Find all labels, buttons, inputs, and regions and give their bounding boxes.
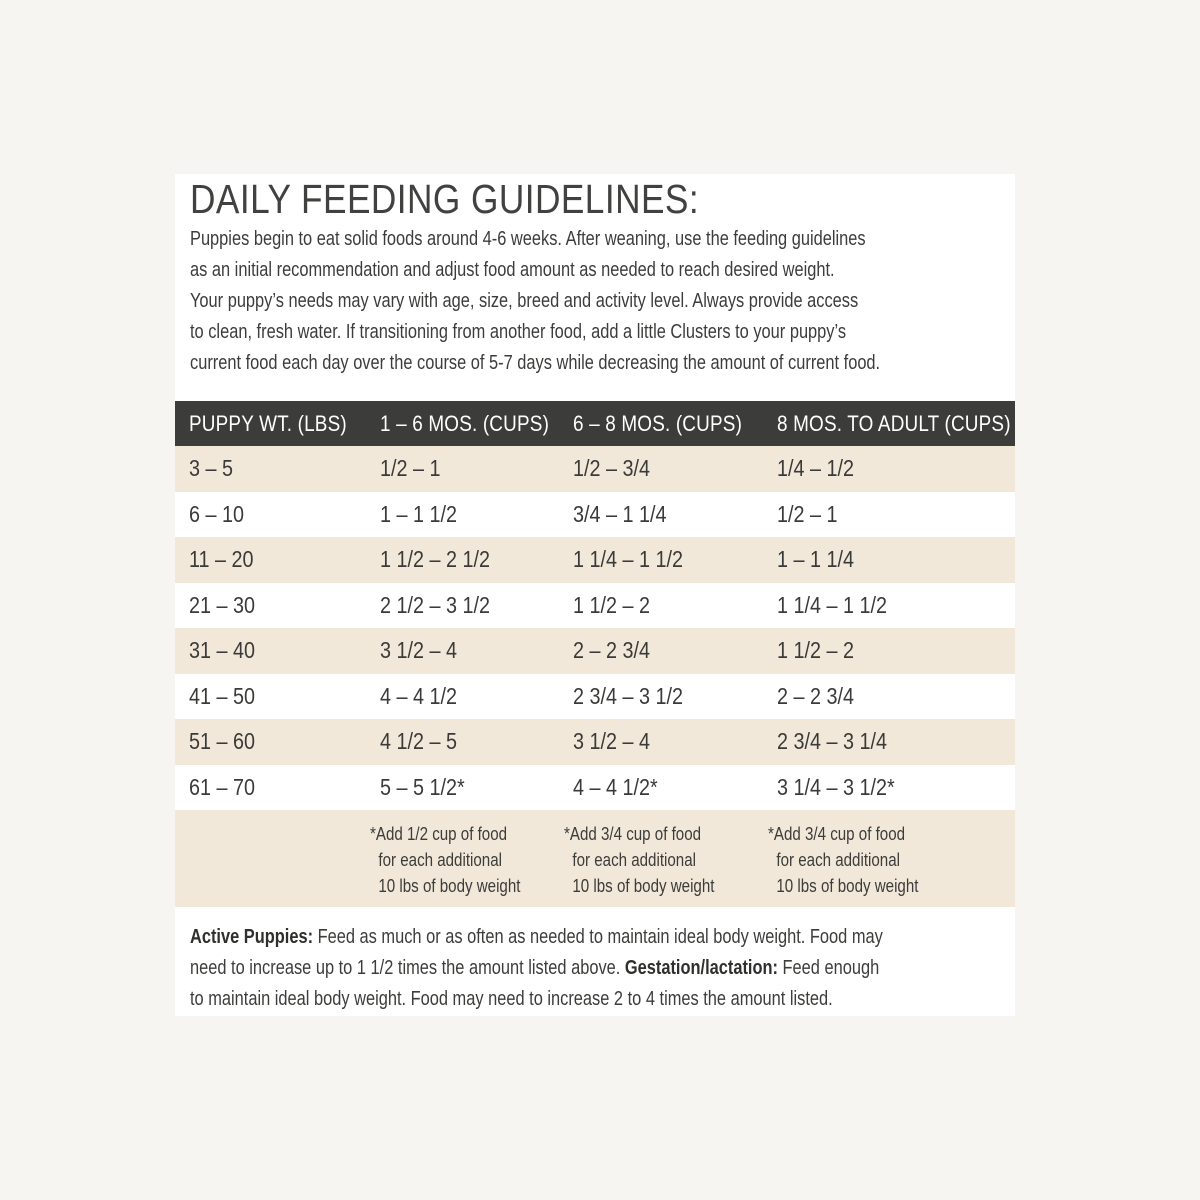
cell-text: 3/4 – 1 1/4 <box>573 500 667 527</box>
cell-text: 5 – 5 1/2* <box>380 773 465 800</box>
table-cell <box>777 446 867 492</box>
table-cell <box>777 492 847 538</box>
table-cell <box>777 537 867 583</box>
cell-text: 1/4 – 1/2 <box>777 455 854 482</box>
cell-text: 1 – 1 1/2 <box>380 500 457 527</box>
header-label: 6 – 8 MOS. (CUPS) <box>573 410 743 436</box>
intro-line: Puppies begin to eat solid foods around 4-6 weeks. After weaning, use the feeding guidelines <box>190 228 866 250</box>
table-row <box>175 628 1015 674</box>
table-cell <box>777 674 867 720</box>
intro-line: to clean, fresh water. If transitioning from another food, add a little Clusters to your puppy’s <box>190 321 847 343</box>
cell-text: 31 – 40 <box>189 637 256 664</box>
table-cell <box>189 537 264 583</box>
header-cell-1-6-mos <box>380 401 577 446</box>
active-puppies-text: Feed as much or as often as needed to maintain ideal body weight. Food may <box>313 926 883 948</box>
table-cell <box>777 583 905 629</box>
table-cell <box>380 719 470 765</box>
footnote-line: for each additional <box>776 850 900 870</box>
table-row <box>175 583 1015 629</box>
table-cell <box>573 719 663 765</box>
table-cell <box>189 583 266 629</box>
table-cell <box>573 492 682 538</box>
cell-text: 21 – 30 <box>189 591 256 618</box>
active-puppies-text: need to increase up to 1 1/2 times the amount listed above. <box>190 957 625 979</box>
table-row <box>175 674 1015 720</box>
table-cell <box>189 492 253 538</box>
cell-text: 2 3/4 – 3 1/2 <box>573 682 683 709</box>
table-row <box>175 446 1015 492</box>
table-cell <box>380 492 470 538</box>
table-cell <box>573 446 663 492</box>
cell-text: 1 1/2 – 2 1/2 <box>380 546 490 573</box>
cell-text: 1 1/4 – 1 1/2 <box>573 546 683 573</box>
cell-text: 3 – 5 <box>189 455 233 482</box>
cell-text: 2 – 2 3/4 <box>777 682 854 709</box>
cell-text: 6 – 10 <box>189 500 244 527</box>
footer-line <box>190 953 1010 984</box>
table-cell <box>189 765 266 811</box>
page-title: DAILY FEEDING GUIDELINES: <box>190 176 700 222</box>
footnote-line: for each additional <box>378 850 502 870</box>
table-cell <box>189 719 266 765</box>
cell-text: 3 1/2 – 4 <box>573 728 650 755</box>
intro-line: as an initial recommendation and adjust food amount as needed to reach desired weight. <box>190 259 835 281</box>
table-cell <box>380 537 508 583</box>
cell-text: 3 1/2 – 4 <box>380 637 457 664</box>
cell-text: 1 1/2 – 2 <box>777 637 854 664</box>
cell-text: 4 1/2 – 5 <box>380 728 457 755</box>
footnote-line: 10 lbs of body weight <box>378 876 521 896</box>
table-cell <box>380 628 470 674</box>
footnote-line: for each additional <box>572 850 696 870</box>
header-label: PUPPY WT. (LBS) <box>189 410 347 436</box>
cell-text: 1 1/4 – 1 1/2 <box>777 591 887 618</box>
table-cell <box>189 446 240 492</box>
header-cell-6-8-mos <box>573 401 770 446</box>
cell-text: 4 – 4 1/2 <box>380 682 457 709</box>
cell-text: 61 – 70 <box>189 773 256 800</box>
header-label: 8 MOS. TO ADULT (CUPS) <box>777 410 1011 436</box>
cell-text: 2 1/2 – 3 1/2 <box>380 591 490 618</box>
footnote-line: *Add 1/2 cup of food <box>370 824 508 844</box>
footnote-line: *Add 3/4 cup of food <box>564 824 702 844</box>
table-header <box>175 401 1015 446</box>
cell-text: 1/2 – 1 <box>380 455 441 482</box>
table-cell <box>777 628 867 674</box>
cell-text: 2 – 2 3/4 <box>573 637 650 664</box>
table-cell <box>380 583 508 629</box>
footnote-1-6-mos <box>370 821 520 899</box>
intro-line: current food each day over the course of 5-7 days while decreasing the amount of current food. <box>190 352 881 374</box>
cell-text: 4 – 4 1/2* <box>573 773 658 800</box>
table-cell <box>573 765 671 811</box>
cell-text: 1 1/2 – 2 <box>573 591 650 618</box>
cell-text: 1 – 1 1/4 <box>777 546 854 573</box>
footnote-8-mos-adult <box>768 821 918 899</box>
feeding-table <box>175 401 1015 907</box>
cell-text: 1/2 – 1 <box>777 500 838 527</box>
gestation-label: Gestation/lactation: <box>624 957 778 979</box>
table-row <box>175 765 1015 811</box>
footer-paragraph <box>190 922 1010 1015</box>
table-cell <box>380 765 478 811</box>
table-row <box>175 537 1015 583</box>
table-row <box>175 719 1015 765</box>
table-cell <box>380 674 470 720</box>
footnote-6-8-mos <box>564 821 714 899</box>
intro-paragraph <box>190 224 1010 379</box>
feeding-guidelines-card <box>175 174 1015 1016</box>
table-cell <box>573 537 701 583</box>
table-cell <box>189 628 266 674</box>
cell-text: 1/2 – 3/4 <box>573 455 650 482</box>
cell-text: 3 1/4 – 3 1/2* <box>777 773 895 800</box>
footer-line <box>190 922 1010 953</box>
cell-text: 2 3/4 – 3 1/4 <box>777 728 887 755</box>
table-cell <box>777 765 914 811</box>
table-cell <box>777 719 905 765</box>
cell-text: 51 – 60 <box>189 728 256 755</box>
table-cell <box>573 674 701 720</box>
cell-text: 11 – 20 <box>189 546 254 573</box>
table-cell <box>573 583 663 629</box>
table-cell <box>573 628 663 674</box>
header-cell-weight <box>189 401 373 446</box>
footer-line: to maintain ideal body weight. Food may need to increase 2 to 4 times the amount listed. <box>190 988 833 1010</box>
active-puppies-label: Active Puppies: <box>190 926 314 948</box>
header-cell-8-mos-adult <box>777 401 1049 446</box>
table-cell <box>189 674 266 720</box>
table-cell <box>380 446 450 492</box>
footnote-line: 10 lbs of body weight <box>776 876 919 896</box>
table-row <box>175 492 1015 538</box>
cell-text: 41 – 50 <box>189 682 256 709</box>
gestation-text: Feed enough <box>777 957 880 979</box>
footnotes-row <box>175 810 1015 907</box>
footnote-line: *Add 3/4 cup of food <box>768 824 906 844</box>
intro-line: Your puppy’s needs may vary with age, size, breed and activity level. Always provide access <box>190 290 859 312</box>
header-label: 1 – 6 MOS. (CUPS) <box>380 410 550 436</box>
footnote-line: 10 lbs of body weight <box>572 876 715 896</box>
